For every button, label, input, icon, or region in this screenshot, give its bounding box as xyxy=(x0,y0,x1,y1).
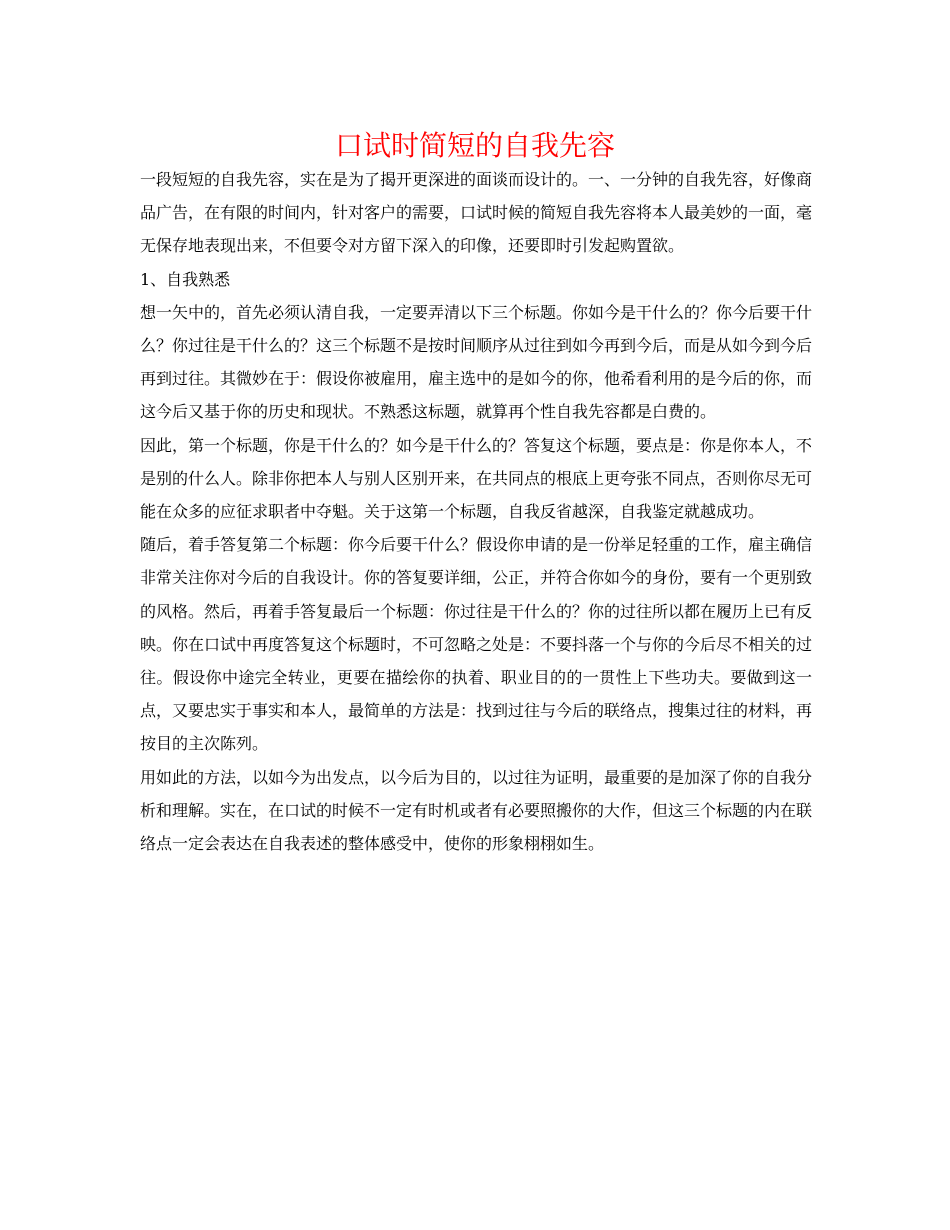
document-title: 口试时简短的自我先容 xyxy=(334,129,615,162)
paragraph-intro: 一段短短的自我先容，实在是为了揭开更深进的面谈而设计的。一、一分钟的自我先容，好像商品广告，在有限的时间内，针对客户的需要，口试时候的简短自我先容将本人最美妙的一面，毫无保存地表现出来，不但要令对方留下深入的印像，还要即时引发起购置欲。 xyxy=(140,170,813,256)
paragraph-second-third-question: 随后，着手答复第二个标题：你今后要干什么？假设你申请的是一份举足轻重的工作，雇主确信非常关注你对今后的自我设计。你的答复要详细，公正，并符合你如今的身份，要有一个更别致的风格。然后，再着手答复最后一个标题：你过往是干什么的？你的过往所以都在履历上已有反映。你在口试中再度答复这个标题时，不可忽略之处是：不要抖落一个与你的今后尽不相关的过往。假设你中途完全转业，更要在描绘你的执着、职业目的的一贯性上下些功夫。要做到这一点，又要忠实于事实和本人，最简单的方法是：找到过往与今后的联络点，搜集过往的材料，再按目的主次陈列。 xyxy=(140,535,813,754)
paragraph-first-question: 因此，第一个标题，你是干什么的？如今是干什么的？答复这个标题，要点是：你是你本人，不是别的什么人。除非你把本人与别人区别开来，在共同点的根底上更夸张不同点，否则你尽无可能在众多的应征求职者中夺魁。关于这第一个标题，自我反省越深，自我鉴定就越成功。 xyxy=(140,435,813,522)
paragraph-conclusion: 用如此的方法，以如今为出发点，以今后为目的，以过往为证明，最重要的是加深了你的自我分析和理解。实在，在口试的时候不一定有时机或者有必要照搬你的大作，但这三个标题的内在联络点一定会表达在自我表述的整体感受中，使你的形象栩栩如生。 xyxy=(140,767,813,854)
section-heading-self-knowledge: 1、自我熟悉 xyxy=(140,269,231,289)
paragraph-three-questions: 想一矢中的，首先必须认清自我，一定要弄清以下三个标题。你如今是干什么的？你今后要干什么？你过往是干什么的？这三个标题不是按时间顺序从过往到如今再到今后，而是从如今到今后再到过往。其微妙在于：假设你被雇用，雇主选中的是如今的你，他希看利用的是今后的你，而这今后又基于你的历史和现状。不熟悉这标题，就算再个性自我先容都是白费的。 xyxy=(140,302,813,422)
document-body xyxy=(140,163,812,860)
